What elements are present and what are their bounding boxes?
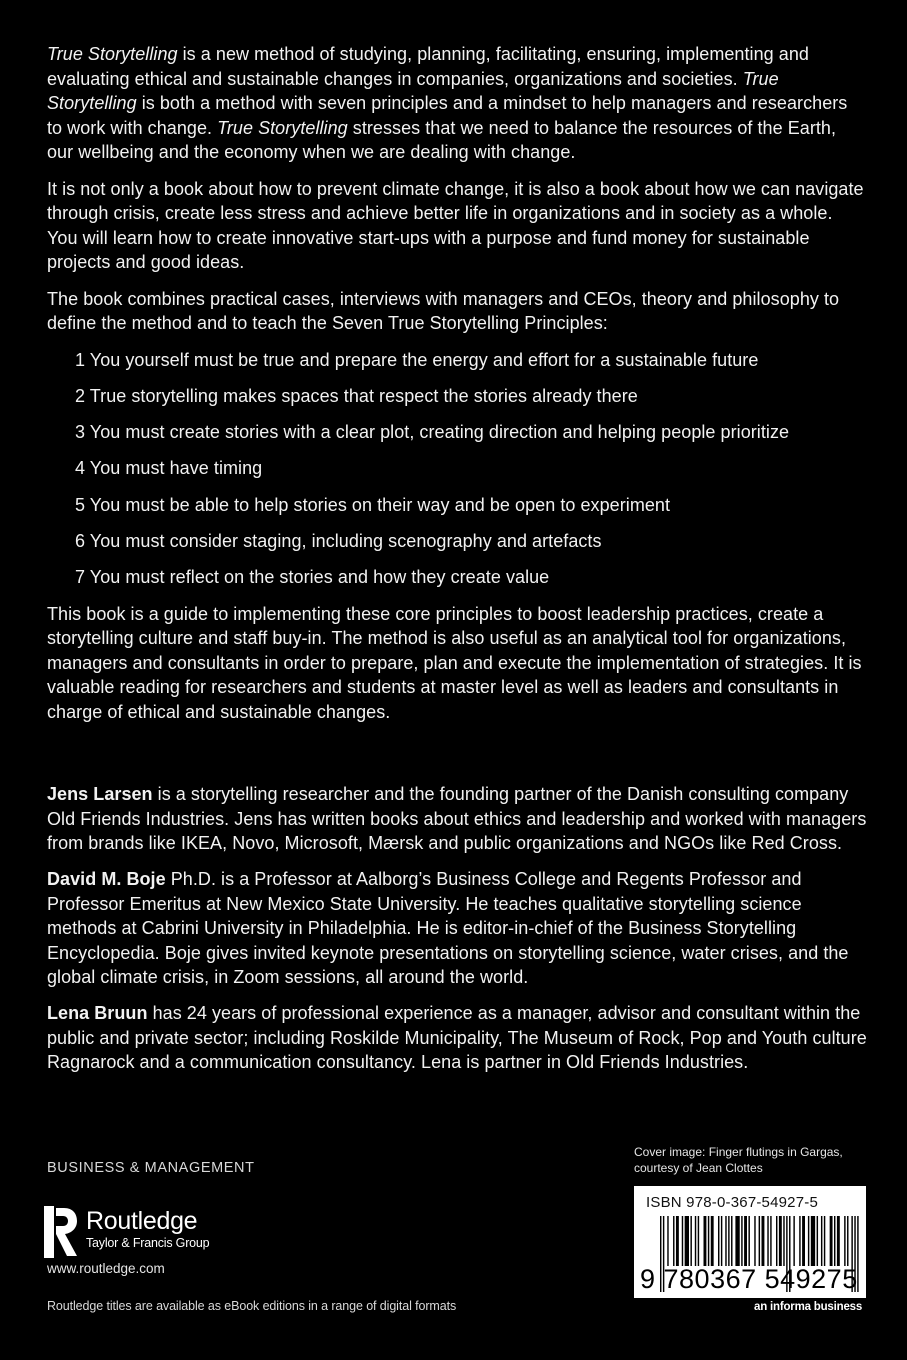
intro-text-1: is a new method of studying, planning, facilitating, ensuring, implementing and evaluating ethical and sustainable changes in companies, organizations and societies. — [47, 44, 809, 89]
barcode-bar — [837, 1216, 840, 1266]
barcode-bar — [708, 1216, 709, 1266]
barcode-bar — [698, 1216, 699, 1266]
barcode-bar — [667, 1216, 668, 1266]
principle-item: 5 You must be able to help stories on their way and be open to experiment — [75, 494, 671, 515]
principle-item: 2 True storytelling makes spaces that respect the stories already there — [75, 385, 638, 406]
barcode-bar — [824, 1216, 825, 1266]
barcode-bar — [762, 1216, 765, 1266]
cover-credit-line: Cover image: Finger flutings in Gargas, — [634, 1145, 843, 1159]
barcode-bar — [741, 1216, 742, 1266]
subject-category: BUSINESS & MANAGEMENT — [47, 1160, 255, 1176]
barcode-bar — [754, 1216, 755, 1266]
intro-paragraph — [47, 42, 867, 165]
barcode-bar — [676, 1216, 679, 1266]
barcode-bar — [695, 1216, 696, 1266]
back-cover-text — [47, 42, 867, 1086]
principle-item: 7 You must reflect on the stories and how they create value — [75, 567, 550, 588]
barcode-bar — [808, 1216, 809, 1266]
barcode-bar — [821, 1216, 822, 1266]
cover-image-credit — [634, 1145, 874, 1176]
principle-item: 1 You yourself must be true and prepare the energy and effort for a sustainable future — [75, 349, 759, 370]
publisher-website: www.routledge.com — [47, 1261, 165, 1276]
barcode-bar — [721, 1216, 722, 1266]
book-title: True Storytelling — [47, 44, 178, 64]
cover-credit-line: courtesy of Jean Clottes — [634, 1160, 763, 1175]
barcode-bar — [817, 1216, 818, 1266]
blurb-paragraph-2: It is not only a book about how to prevent climate change, it is also a book about how we can navigate through crisis, create less stress and achieve better life in organizations and in society as a whole. You will learn how to create innovative start-ups with a purpose and fund money for sustainable projects and good ideas. — [47, 178, 864, 272]
barcode-bar — [725, 1216, 726, 1266]
principle-item: 4 You must have timing — [75, 458, 263, 479]
blurb-paragraph-4: This book is a guide to implementing these core principles to boost leadership practices, create a storytelling culture and staff buy-in. The method is also useful as an analytical tool for organizations, managers and consultants in order to prepare, plan and execute the implementation of strategies. It is valuable reading for researchers and students at master level as well as leaders and consultants in charge of ethical and sustainable changes. — [47, 603, 862, 722]
barcode-bar — [793, 1216, 794, 1266]
author-bio-text: has 24 years of professional experience as a manager, advisor and consultant within the public and private sector; including Roskilde Municipality, The Museum of Rock, Pop and Youth culture Ragnarock and a communication consultancy. Lena is partner in Old Friends Industries. — [47, 1003, 867, 1073]
barcode-bar — [770, 1216, 771, 1266]
informa-tagline: an informa business — [754, 1301, 863, 1313]
barcode-bar — [847, 1216, 848, 1266]
principle-item: 6 You must consider staging, including scenography and artefacts — [75, 530, 602, 551]
barcode-bar — [718, 1216, 719, 1266]
isbn-label: ISBN 978-0-367-54927-5 — [646, 1194, 819, 1211]
blurb-paragraph-3: The book combines practical cases, interviews with managers and CEOs, theory and philosophy to define the method and to teach the Seven True Storytelling Principles: — [47, 288, 840, 333]
publisher-name: Routledge — [86, 1207, 198, 1235]
author-bios — [47, 782, 867, 1075]
barcode-bar — [767, 1216, 768, 1266]
barcode-bar — [799, 1216, 800, 1266]
barcode-bar — [830, 1216, 833, 1266]
barcode-bar — [690, 1216, 691, 1266]
barcode-bar — [811, 1216, 815, 1266]
barcode-bar — [779, 1216, 782, 1266]
author-bio — [47, 867, 867, 990]
barcode-bar — [711, 1216, 714, 1266]
barcode-bar — [731, 1216, 732, 1266]
barcode-bar — [844, 1216, 845, 1266]
barcode-bar — [776, 1216, 777, 1266]
author-name: Jens Larsen — [47, 784, 153, 805]
author-bio-text: Ph.D. is a Professor at Aalborg’s Business College and Regents Professor and Professor Emeritus at New Mexico State University. He teaches qualitative storytelling science methods at Cabrini University in Philadelphia. He is editor-in-chief of the Business Storytelling Encyclopedia. Boje gives invited keynote presentations on storytelling science, water crises, and the global climate crisis, in Zoom sessions, all around the world. — [47, 869, 849, 988]
principle-item: 3 You must create stories with a clear plot, creating direction and helping people prioritize — [75, 422, 790, 443]
book-title: True Storytelling — [217, 117, 348, 138]
barcode-digits: 9 780367 549275 — [640, 1264, 858, 1294]
isbn-barcode — [634, 1186, 866, 1298]
barcode-bar — [735, 1216, 739, 1266]
author-bio-text: is a storytelling researcher and the founding partner of the Danish consulting company Old Friends Industries. Jens has written books about ethics and leadership and worked with managers from brands like IKEA, Novo, Microsoft, Mærsk and public organizations and NGOs like Red Cross. — [47, 784, 867, 854]
author-bio — [47, 782, 867, 856]
barcode-bar — [728, 1216, 729, 1266]
barcode-bar — [704, 1216, 707, 1266]
barcode-bar — [802, 1216, 805, 1266]
intro-text-2: is both a method with seven principles and a mindset to help managers and researchers to work with change. — [47, 93, 848, 138]
routledge-logo-icon — [44, 1206, 78, 1258]
ebook-note: Routledge titles are available as eBook editions in a range of digital formats — [47, 1299, 457, 1313]
intro-text-3: stresses that we need to balance the resources of the Earth, our wellbeing and the economy when we are dealing with change. — [47, 117, 837, 162]
author-name: David M. Boje — [47, 869, 166, 890]
barcode-bar — [783, 1216, 784, 1266]
principles-list — [47, 348, 867, 590]
barcode-bar — [685, 1216, 689, 1266]
barcode-bar — [744, 1216, 747, 1266]
barcode-bar — [748, 1216, 749, 1266]
publisher-group: Taylor & Francis Group — [86, 1236, 210, 1250]
book-title: True Storytelling — [47, 68, 779, 113]
barcode-bar — [673, 1216, 674, 1266]
barcode-bar — [834, 1216, 835, 1266]
barcode-bar — [682, 1216, 683, 1266]
author-name: Lena Bruun — [47, 1003, 148, 1024]
author-bio — [47, 1001, 867, 1075]
barcode-bar — [759, 1216, 760, 1266]
publisher-logo — [44, 1206, 209, 1258]
publisher-text — [86, 1208, 209, 1251]
